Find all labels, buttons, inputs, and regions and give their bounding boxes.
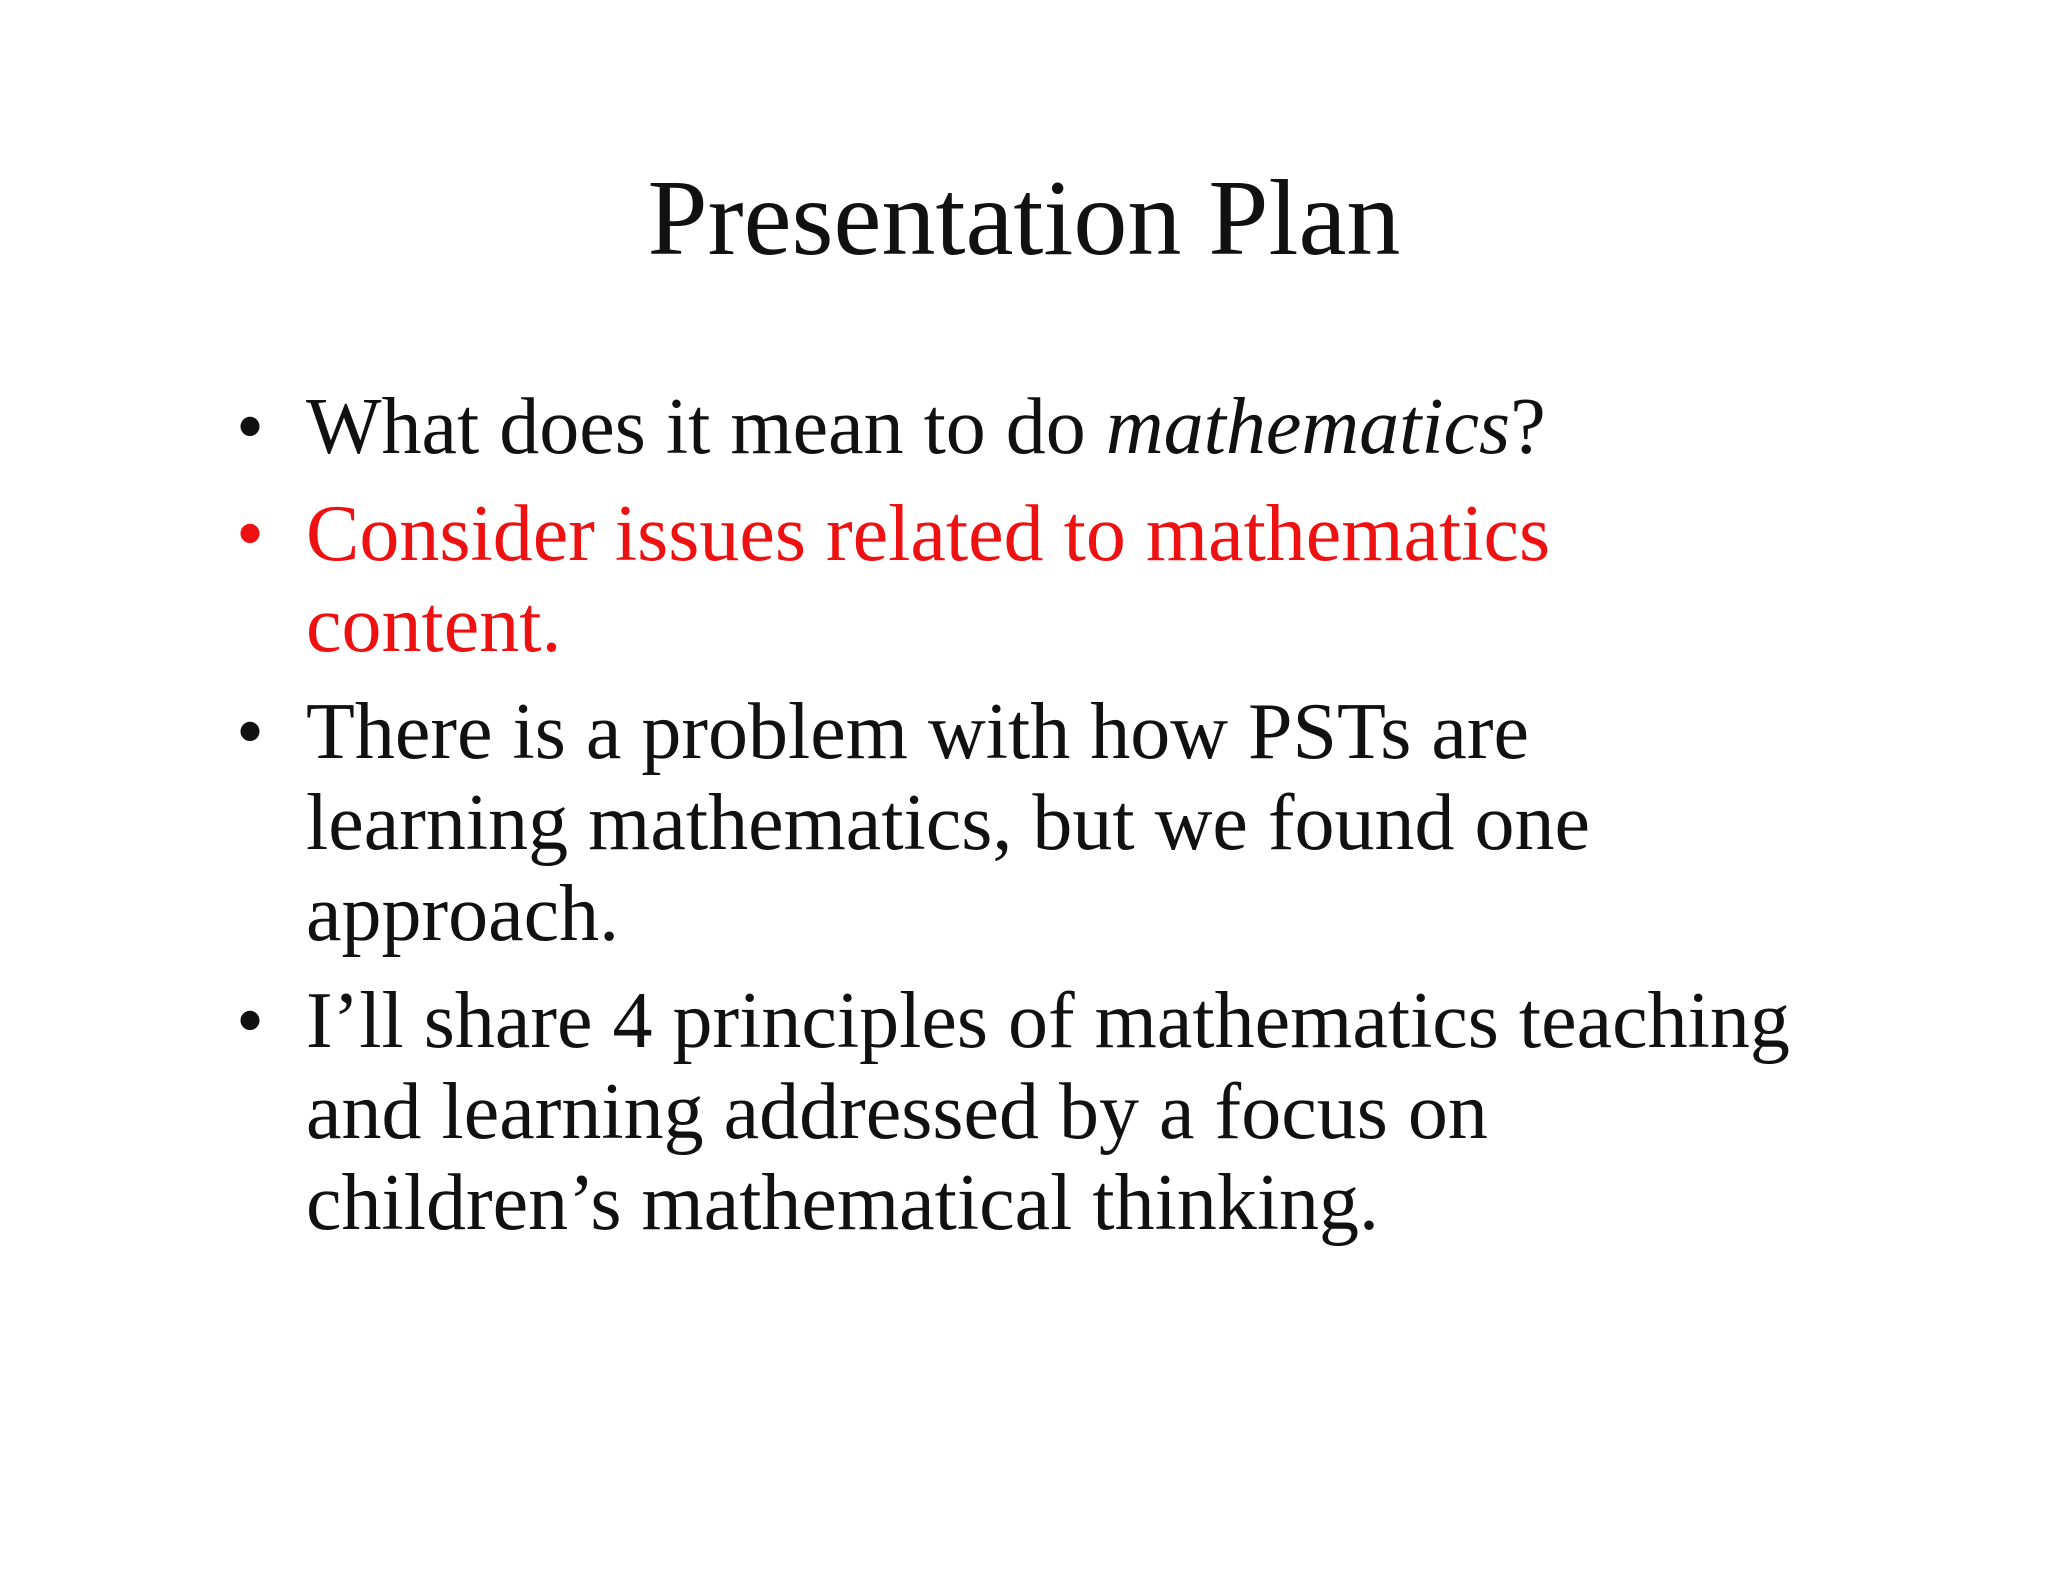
bullet-text-3: There is a problem with how PSTs are learning mathematics, but we found one approach. (306, 688, 1591, 958)
bullet-text-1-emphasis: mathematics (1105, 383, 1511, 471)
slide-title: Presentation Plan (647, 159, 1401, 278)
bullet-text-4: I’ll share 4 principles of mathematics teaching and learning addressed by a focus on children’s mathematical thinking. (306, 977, 1790, 1247)
bullet-dot-icon: • (236, 490, 265, 578)
bullet-dot-icon: • (236, 688, 265, 776)
bullet-list (236, 382, 1796, 1265)
bullet-text-1-start: What does it mean to do (306, 383, 1106, 471)
bullet-item-3 (236, 687, 1796, 960)
bullet-dot-icon: • (236, 383, 265, 471)
bullet-item-2 (236, 489, 1796, 671)
bullet-dot-icon: • (236, 977, 265, 1065)
bullet-text-2: Consider issues related to mathematics content. (306, 490, 1551, 669)
bullet-item-4 (236, 976, 1796, 1249)
bullet-text-1-end: ? (1510, 383, 1546, 471)
bullet-item-1 (236, 382, 1796, 473)
